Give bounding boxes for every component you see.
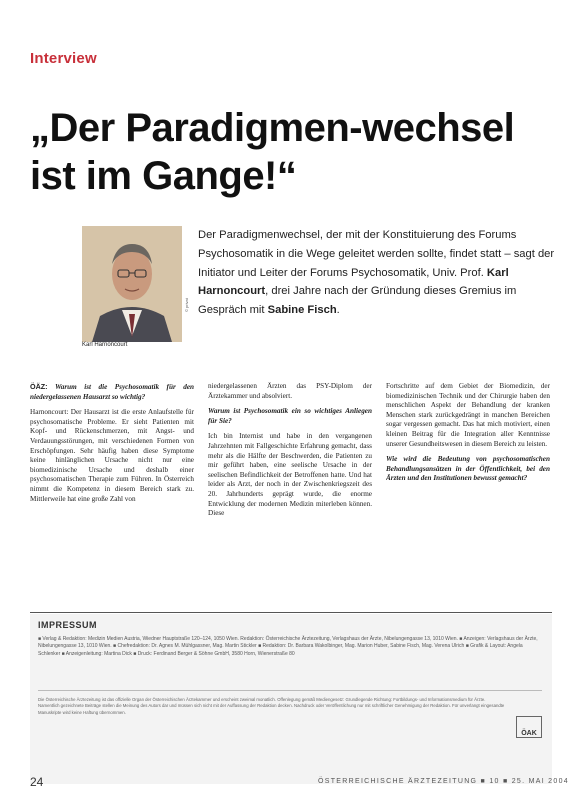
intro-paragraph: Der Paradigmenwechsel, der mit der Konstituierung des Forums Psychosomatik in die Wege geleitet werden sollte, findet statt – sagt der Initiator und Leiter der Forums Psychosomatik, Univ. Prof. Karl Harnoncourt, drei Jahre nach der Gründung dieses Gremius im Gespräch mit Sabine Fisch.	[198, 229, 555, 317]
portrait-photo	[82, 226, 182, 342]
answer-1-continued: niedergelassenen Ärzten das PSY-Diplom der Ärztekammer und absolviert.	[208, 382, 372, 400]
photo-caption: Karl Harnoncourt	[82, 342, 128, 348]
headline: „Der Paradigmen-wechsel ist im Gange!“	[30, 106, 515, 198]
oak-logo: ÖAK	[516, 716, 542, 738]
publication-footer: ÖSTERREICHISCHE ÄRZTEZEITUNG ■ 10 ■ 25. MAI 2004	[318, 778, 569, 785]
impressum-inner-divider	[38, 690, 542, 691]
question-3: Wie wird die Bedeutung von psychosomatischen Behandlungsansätzen in der Öffentlichkeit, bei den Ärzten und den Institutionen bewusst gemacht?	[386, 455, 550, 483]
portrait-image	[82, 226, 182, 342]
photo-credit: © privat	[184, 298, 189, 312]
interviewer-name: Sabine Fisch	[267, 304, 337, 317]
question-2: Warum ist Psychosomatik ein so wichtiges Anliegen für Sie?	[208, 407, 372, 425]
column-3	[386, 382, 550, 592]
answer-1: Harnoncourt: Der Hausarzt ist die erste Anlaufstelle für psychosomatische Probleme. Er sieht Patienten mit Kopf- und Rückenschmerzen, mit Angst- und Verdauungsstörungen, mit verschiedenen Formen von Erschöpfungen. Sehr häufig haben diese Symptome keine hinlänglichen Ursache nicht nur eine biomedizinische Ursache und deshalb einer psychosomatischen Therapie zum Führen. In Österreich nimmt die Kompetenz in diesem Bereich stark zu. Mittlerweile hat eine große Zahl von	[30, 408, 194, 503]
impressum-title: IMPRESSUM	[38, 620, 98, 630]
answer-2-continued: Fortschritte auf dem Gebiet der Biomedizin, der biomedizinischen Technik und der Chirurgie haben den menschlichen Aspekt der Behandlung der kranken Menschen stark zurückgedrängt in manchen Bereichen sogar vergessen gemacht. Das hat mich motiviert, einen kleinen Beitrag für die Integration aller Kenntnisse unserer Gesundheitswesen in diesem Bereich zu leisten.	[386, 382, 550, 448]
answer-2: Ich bin Internist und habe in den vergangenen Jahrzehnten mit Fallgeschichte Erfahrung gemacht, dass mehr als die Hälfte der Beschwerden, die Patienten zu mir geführt haben, eine seelische Ursache in der seelischen Befindlichkeit der Betroffenen hatte. Und hat leider als Arzt, der noch in der Zwischenkriegszeit des 20. Jahrhunderts geprägt wurde, die enorme Entwicklung der modernen Medizin miterleben können. Diese	[208, 432, 372, 518]
impressum-divider	[30, 612, 552, 613]
column-2	[208, 382, 372, 592]
impressum-text: ■ Verlag & Redaktion: Medizin Medien Austria, Wiedner Hauptstraße 120–124, 1050 Wien. Redaktion: Österreichische Ärztezeitung, Verlagshaus der Ärzte, Nibelungengasse 13, 1010 Wien. ■ Anzeigen: Verlagshaus der Ärzte, Nibelungengasse 13, 1010 Wien. ■ Chefredaktion: Dr. Agnes M. Mühlgassner, Mag. Martin Stickler ■ Redaktion: Dr. Barbara Wakolbinger, Mag. Marion Huber, Sabine Fisch, Mag. Verena Ulrich ■ Grafik & Layout: Angela Schlenker ■ Anzeigenleitung: Martina Dick ■ Druck: Ferdinand Berger & Söhne GmbH, 3580 Horn, Wienerstraße 80	[38, 636, 538, 657]
question-1: ÖÄZ: Warum ist die Psychosomatik für den niedergelassenen Hausarzt so wichtig?	[30, 382, 194, 401]
page-number: 24	[30, 775, 44, 789]
impressum-fineprint: Die Österreichische Ärztezeitung ist das offizielle Organ der Österreichischen Ärztekammer und erscheint zweimal monatlich. Offenlegung gemäß Mediengesetz: Grundlegende Richtung: Fortbildungs- und Informationsmedium für Ärzte. Namentlich gezeichnete Beiträge stellen die Meinung des Autors dar und müssen sich nicht mit der Auffassung der Redaktion decken. Nachdruck oder Veröffentlichung nur mit schriftlicher Genehmigung der Redaktion. Für unverlangt eingesandte Manuskripte wird keine Haftung übernommen.	[38, 697, 505, 715]
article-body	[30, 382, 550, 592]
column-1	[30, 382, 194, 592]
section-label: Interview	[30, 50, 97, 67]
interviewee-name: Karl Harnoncourt	[198, 266, 509, 298]
